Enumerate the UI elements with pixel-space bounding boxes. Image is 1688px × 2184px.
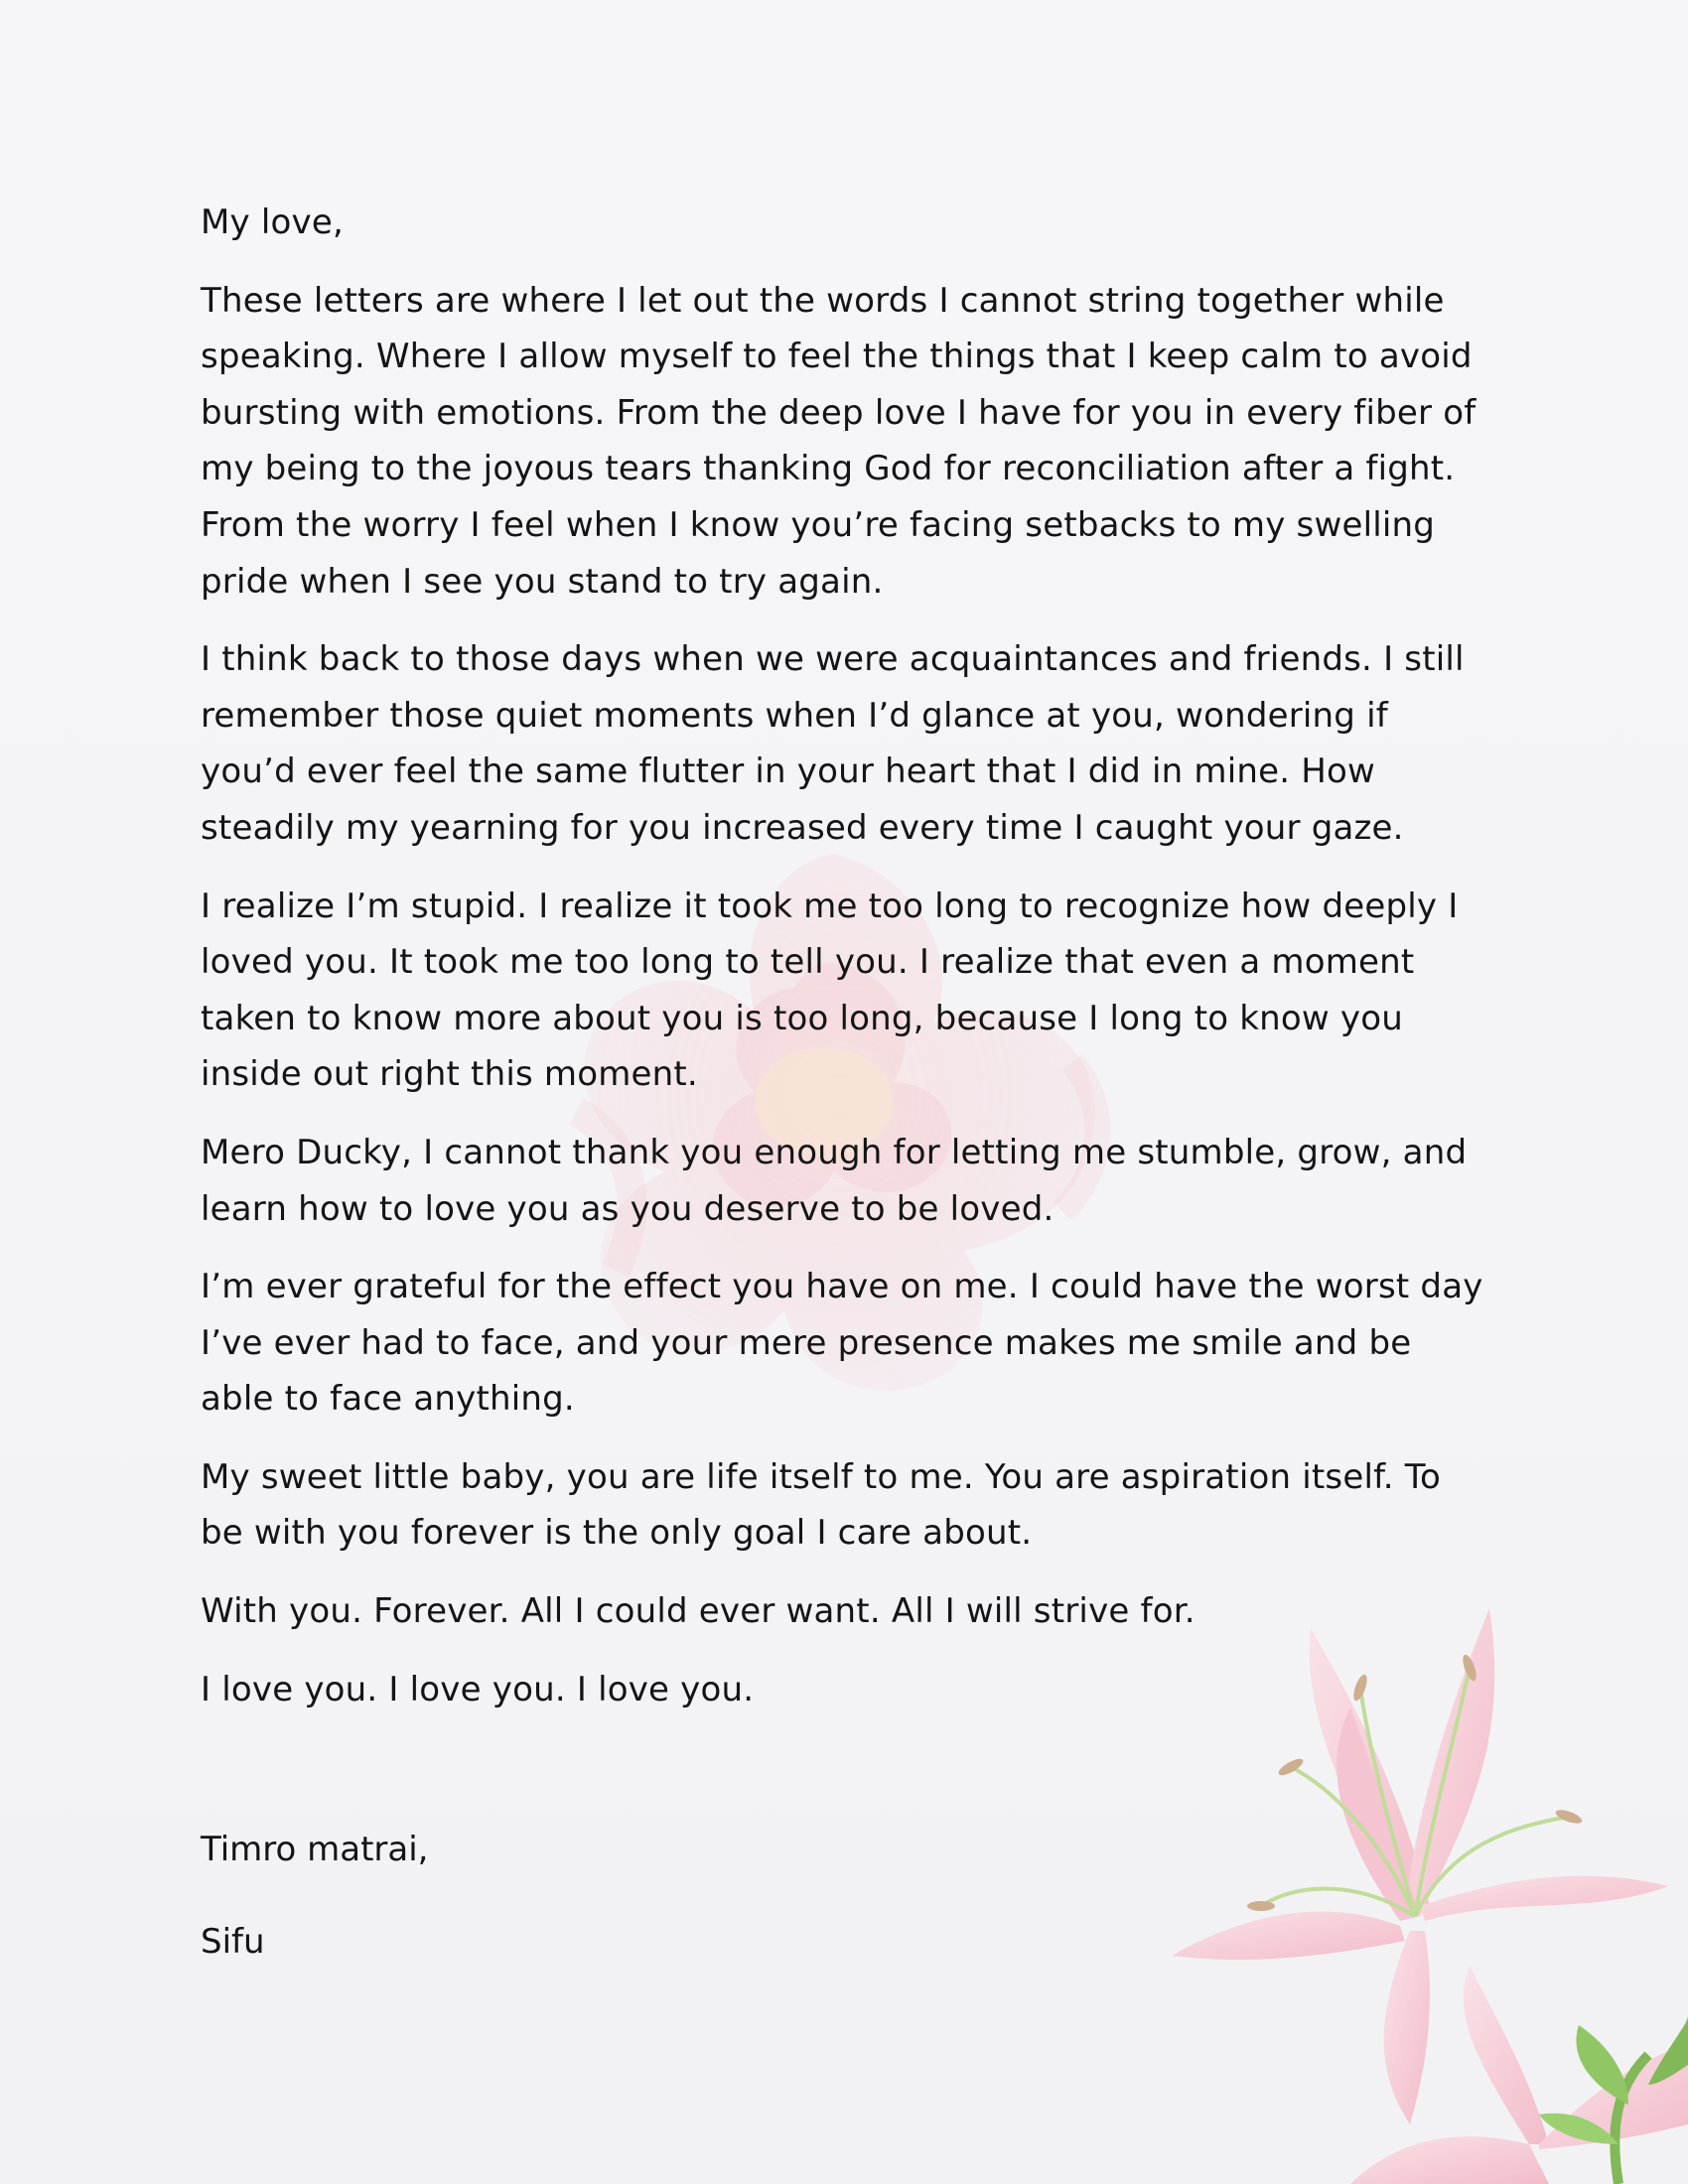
- letter-paragraph-1: These letters are where I let out the words I cannot string together while speaking. Where I allow myself to feel the things that I keep calm to avoid bursting with emotions. From the deep love I have for you in every fiber of my being to the joyous tears thanking God for reconciliation after a fight. From the worry I feel when I know you’re facing setbacks to my swelling pride when I see you stand to try again.: [201, 280, 1477, 602]
- letter-paragraph-5: I’m ever grateful for the effect you have on me. I could have the worst day I’ve ever had to face, and your mere presence makes me smile and be able to face anything.: [201, 1267, 1483, 1420]
- letter-closing: [201, 1822, 428, 2005]
- letter-paragraph-6: My sweet little baby, you are life itself to me. You are aspiration itself. To be with you forever is the only goal I care about.: [201, 1456, 1441, 1554]
- letter-body: [201, 195, 1491, 1739]
- letter-paragraph-2: I think back to those days when we were acquaintances and friends. I still remember those quiet moments when I’d glance at you, wondering if you’d ever feel the same flutter in your heart that I did in mine. How steadily my yearning for you increased every time I caught your gaze.: [201, 639, 1465, 848]
- letter-paragraph-4: Mero Ducky, I cannot thank you enough for letting me stumble, grow, and learn how to love you as you deserve to be loved.: [201, 1132, 1468, 1229]
- letter-signature: Sifu: [201, 1921, 265, 1962]
- letter-paragraph-8: I love you. I love you. I love you.: [201, 1669, 755, 1709]
- letter-paragraph-7: With you. Forever. All I could ever want. All I will strive for.: [201, 1591, 1196, 1632]
- letter-greeting: My love,: [201, 203, 344, 242]
- letter-paragraph-3: I realize I’m stupid. I realize it took me too long to recognize how deeply I loved you. It took me too long to tell you. I realize that even a moment taken to know more about you is too long, because I long to know you inside out right this moment.: [201, 886, 1459, 1095]
- letter-signoff: Timro matrai,: [201, 1830, 429, 1869]
